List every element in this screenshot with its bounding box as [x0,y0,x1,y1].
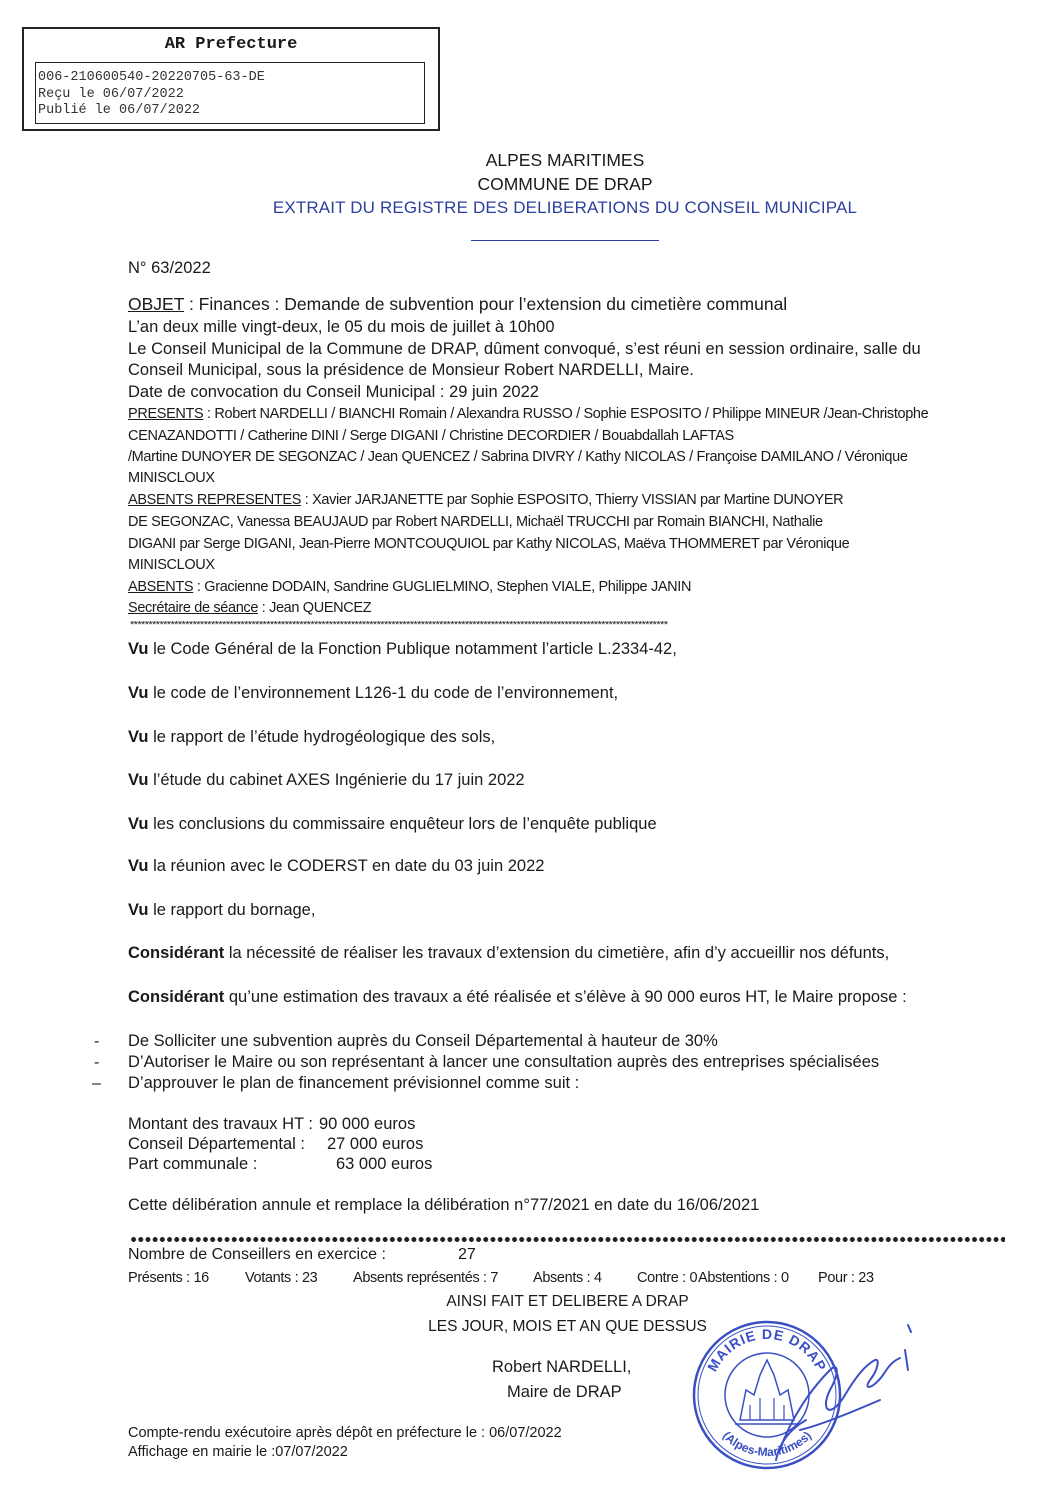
proposal-item: D’approuver le plan de financement prévisionnel comme suit : [128,1074,580,1092]
absents-label: ABSENTS [128,579,194,595]
svg-text:MAIRIE DE DRAP [704,1326,830,1374]
financing-value: 27 000 euros [327,1135,424,1153]
represented-line-4: MINISCLOUX [128,557,215,573]
intro-session-2: Conseil Municipal, sous la présidence de Monsieur Robert NARDELLI, Maire. [128,361,694,379]
presents-line-2: CENAZANDOTTI / Catherine DINI / Serge DIGANI / Christine DECORDIER / Bouabdallah LAFTAS [128,428,734,444]
proposal-dash: – [92,1075,101,1092]
dotted-separator [130,1236,1005,1243]
financing-value: 90 000 euros [319,1115,416,1133]
vote-votants: Votants : 23 [245,1270,318,1286]
intro-date: L’an deux mille vingt-deux, le 05 du mois de juillet à 10h00 [128,318,555,336]
convocation-date: Date de convocation du Conseil Municipal : 29 juin 2022 [128,383,539,401]
seal-top-text: MAIRIE DE DRAP [703,1325,831,1375]
vote-absents: Absents : 4 [533,1270,602,1286]
councillors-value: 27 [458,1246,476,1263]
vote-pour: Pour : 23 [818,1270,874,1286]
signatory-name: Robert NARDELLI, [492,1358,632,1376]
vu-item: Vu le rapport du bornage, [128,901,316,919]
intro-session-1: Le Conseil Municipal de la Commune de DRAP, dûment convoqué, s’est réuni en session ordinaire, salle du [128,340,921,358]
proposal-dash: - [94,1054,100,1071]
ar-prefecture-stamp [22,27,440,131]
seal-bottom-text: (Alpes-Maritimes) [719,1428,815,1460]
vote-abstentions: Abstentions : 0 [698,1270,789,1286]
objet-label: OBJET [128,294,185,314]
secretary-label: Secrétaire de séance [128,600,259,616]
represented-line-3: DIGANI par Serge DIGANI, Jean-Pierre MONTCOUQUIOL par Kathy NICOLAS, Maëva THOMMERET par Véronique [128,536,850,552]
stamp-received: Reçu le 06/07/2022 [38,86,184,102]
register-title: EXTRAIT DU REGISTRE DES DELIBERATIONS DU CONSEIL MUNICIPAL [272,198,858,217]
presents-line-3: /Martine DUNOYER DE SEGONZAC / Jean QUENCEZ / Sabrina DIVRY / Kathy NICOLAS / Françoise DAMILANO / Véronique [128,449,908,465]
councillors-label: Nombre de Conseillers en exercice : [128,1246,386,1263]
stamp-details [35,62,425,124]
proposal-item: D’Autoriser le Maire ou son représentant à lancer une consultation auprès des entreprises spécialisées [128,1053,880,1071]
proposal-item: De Solliciter une subvention auprès du Conseil Départemental à hauteur de 30% [128,1032,718,1050]
proposal-dash: - [94,1033,100,1050]
vote-presents: Présents : 16 [128,1270,209,1286]
presents-line-4: MINISCLOUX [128,470,215,486]
vu-item: Vu les conclusions du commissaire enquêteur lors de l’enquête publique [128,815,657,833]
objet-line [128,294,787,315]
closing-line-2: LES JOUR, MOIS ET AN QUE DESSUS [428,1318,707,1335]
considerant-item: Considérant la nécessité de réaliser les travaux d’extension du cimetière, afin d’y accueillir nos défunts, [128,944,890,962]
department-title: ALPES MARITIMES [485,150,645,170]
vu-item: Vu l’étude du cabinet AXES Ingénierie du 17 juin 2022 [128,771,525,789]
presents-line-1: PRESENTS : Robert NARDELLI / BIANCHI Romain / Alexandra RUSSO / Sophie ESPOSITO / Philippe MINEUR /Jean-Christophe [128,406,929,422]
financing-label: Montant des travaux HT : [128,1115,313,1133]
commune-title: COMMUNE DE DRAP [477,174,653,194]
vote-represented: Absents représentés : 7 [353,1270,499,1286]
considerant-item: Considérant qu’une estimation des travaux a été réalisée et s’élève à 90 000 euros HT, le Maire propose : [128,988,907,1006]
vu-item: Vu le rapport de l’étude hydrogéologique des sols, [128,728,496,746]
vu-item: Vu le Code Général de la Fonction Publique notamment l’article L.2334-42, [128,640,677,658]
signatory-role: Maire de DRAP [507,1383,622,1401]
deliberation-number: N° 63/2022 [128,259,211,277]
financing-value: 63 000 euros [336,1155,433,1173]
financing-label: Conseil Départemental : [128,1135,306,1153]
secretary-line: Secrétaire de séance : Jean QUENCEZ [128,600,372,616]
represented-line-2: DE SEGONZAC, Vanessa BEAUJAUD par Robert NARDELLI, Michaël TRUCCHI par Romain BIANCHI, Nathalie [128,514,823,530]
header-underline [471,240,659,241]
financing-label: Part communale : [128,1155,258,1173]
vu-item: Vu le code de l’environnement L126-1 du code de l’environnement, [128,684,619,702]
represented-line-1: ABSENTS REPRESENTES : Xavier JARJANETTE par Sophie ESPOSITO, Thierry VISSIAN par Martine DUNOYER [128,492,844,508]
objet-text: : Finances : Demande de subvention pour l’extension du cimetière communal [184,294,788,314]
mairie-seal-and-signature [680,1300,930,1490]
stamp-reference: 006-210600540-20220705-63-DE [38,70,265,85]
vu-item: Vu la réunion avec le CODERST en date du 03 juin 2022 [128,857,545,875]
vote-contre: Contre : 0 [637,1270,698,1286]
footer-posting: Affichage en mairie le :07/07/2022 [128,1444,348,1460]
represented-label: ABSENTS REPRESENTES [128,492,302,508]
footer-executory: Compte-rendu exécutoire après dépôt en préfecture le : 06/07/2022 [128,1425,562,1441]
star-separator: ************************************************************************************************************************************************** [130,621,668,630]
absents-line: ABSENTS : Gracienne DODAIN, Sandrine GUGLIELMINO, Stephen VIALE, Philippe JANIN [128,579,692,595]
closing-line-1: AINSI FAIT ET DELIBERE A DRAP [446,1293,689,1310]
stamp-title: AR Prefecture [164,35,298,54]
annulment-note: Cette délibération annule et remplace la délibération n°77/2021 en date du 16/06/2021 [128,1196,760,1214]
stamp-published: Publié le 06/07/2022 [38,103,201,118]
svg-text:(Alpes-Maritimes) [720,1429,814,1460]
presents-label: PRESENTS [128,406,204,422]
